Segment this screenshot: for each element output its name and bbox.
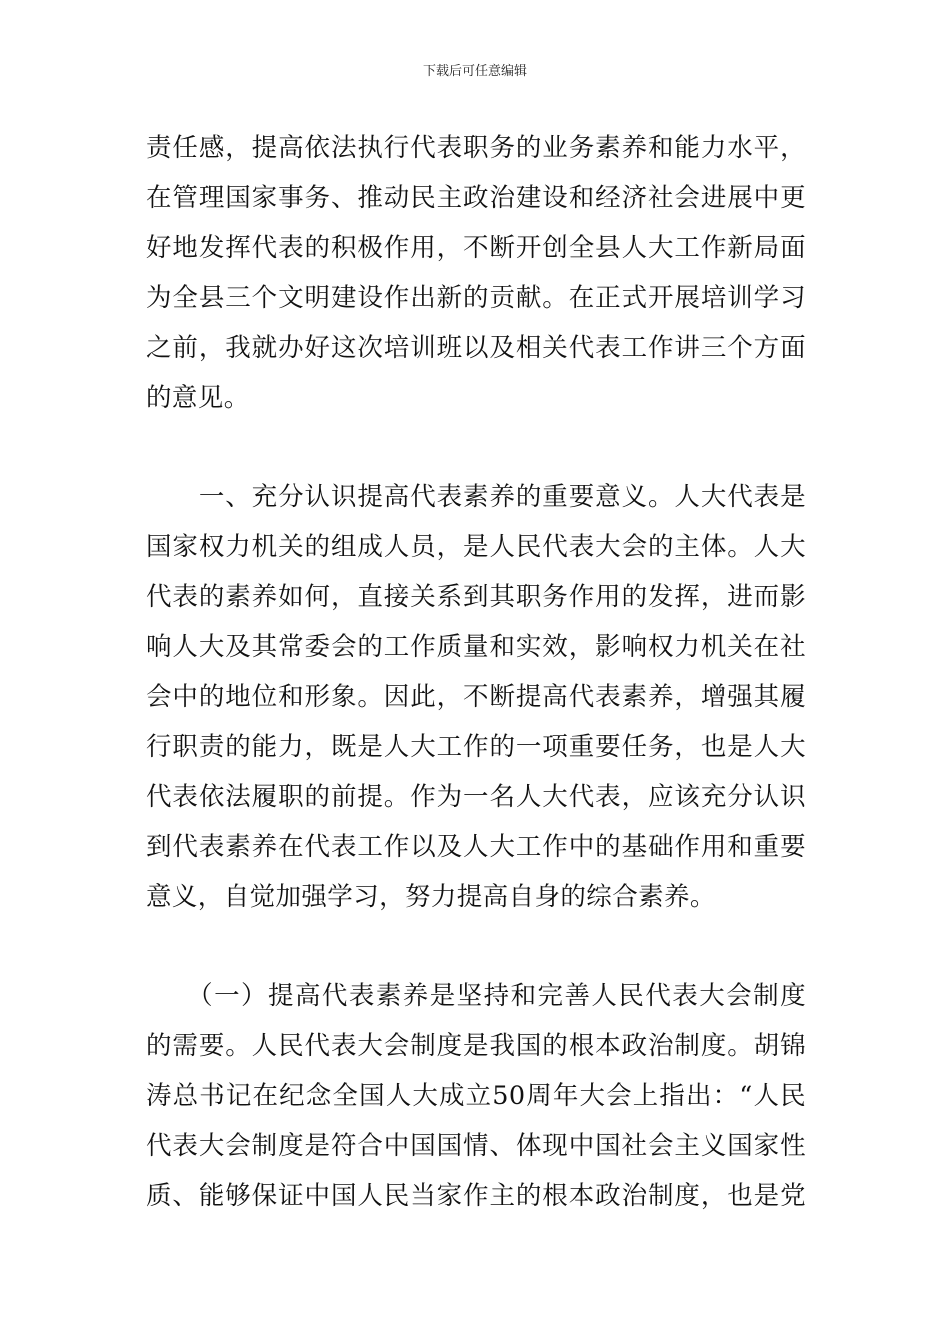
- text-line: 响人大及其常委会的工作质量和实效，影响权力机关在社: [146, 632, 806, 662]
- text-line: 质、能够保证中国人民当家作主的根本政治制度，也是党: [146, 1181, 806, 1211]
- text-line: 的需要。人民代表大会制度是我国的根本政治制度。胡锦: [146, 1031, 806, 1061]
- text-line: 代表大会制度是符合中国国情、体现中国社会主义国家性: [146, 1131, 806, 1161]
- page-header-note: 下载后可任意编辑: [422, 64, 527, 79]
- text-line: 会中的地位和形象。因此，不断提高代表素养，增强其履: [146, 682, 806, 712]
- text-line: 到代表素养在代表工作以及人大工作中的基础作用和重要: [146, 832, 806, 862]
- text-line: 涛总书记在纪念全国人大成立50周年大会上指出：“人民: [146, 1081, 806, 1111]
- text-line: 国家权力机关的组成人员，是人民代表大会的主体。人大: [146, 532, 806, 562]
- text-line: 一、充分认识提高代表素养的重要意义。人大代表是: [146, 482, 806, 512]
- text-line: 代表的素养如何，直接关系到其职务作用的发挥，进而影: [146, 582, 806, 612]
- text-line: 代表依法履职的前提。作为一名人大代表，应该充分认识: [146, 782, 806, 812]
- text-line: 行职责的能力，既是人大工作的一项重要任务，也是人大: [146, 732, 806, 762]
- text-line: 责任感，提高依法执行代表职务的业务素养和能力水平，: [146, 133, 806, 163]
- text-line: 为全县三个文明建设作出新的贡献。在正式开展培训学习: [146, 283, 806, 313]
- text-line: 之前，我就办好这次培训班以及相关代表工作讲三个方面: [146, 333, 806, 363]
- text-line: 好地发挥代表的积极作用，不断开创全县人大工作新局面: [146, 233, 806, 263]
- text-line: （一）提高代表素养是坚持和完善人民代表大会制度: [146, 981, 806, 1011]
- text-line: 的意见。: [146, 383, 250, 413]
- text-line: 在管理国家事务、推动民主政治建设和经济社会进展中更: [146, 183, 806, 213]
- text-line: 意义，自觉加强学习，努力提高自身的综合素养。: [146, 882, 716, 912]
